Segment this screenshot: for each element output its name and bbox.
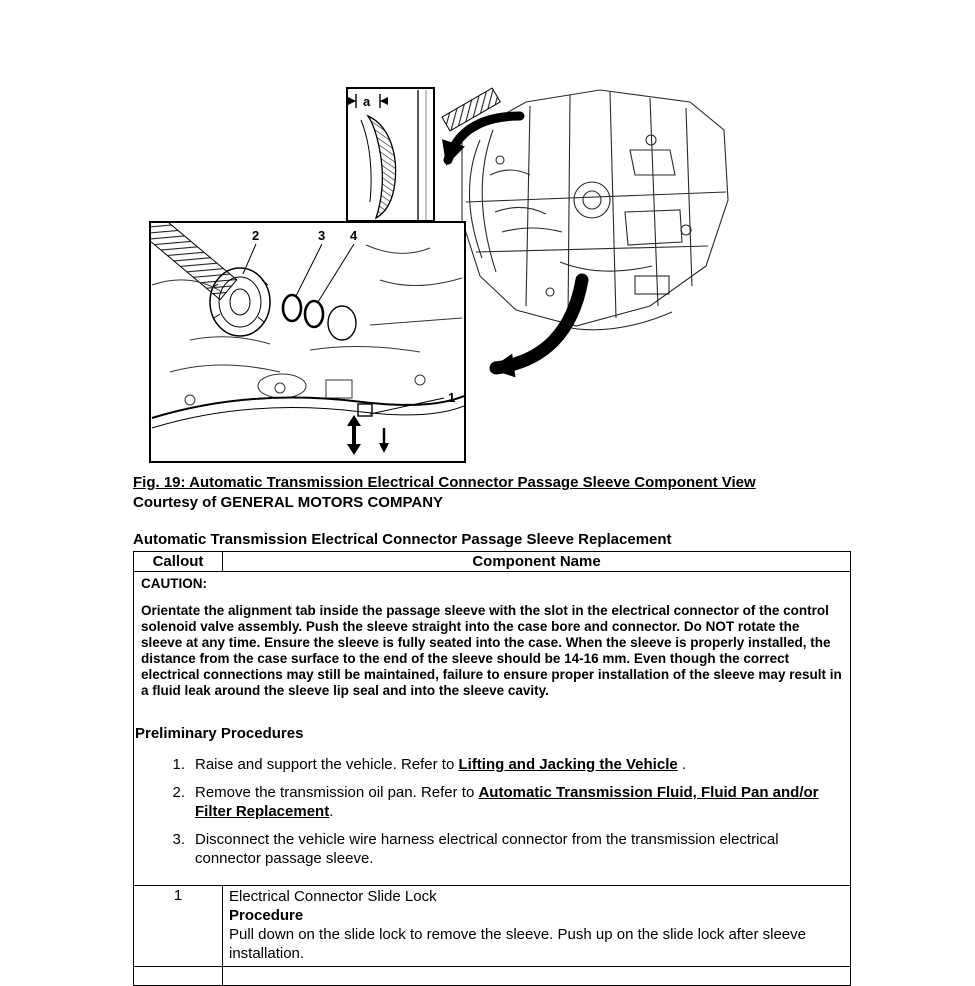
step-1-number: 1. — [172, 756, 185, 773]
component-row-2-name-empty — [223, 967, 851, 986]
component-row-1-procedure-label: Procedure — [229, 907, 304, 924]
component-row-1-callout: 1 — [134, 886, 223, 967]
component-row-1-name: Electrical Connector Slide Lock — [229, 888, 437, 905]
preliminary-procedures-heading: Preliminary Procedures — [135, 725, 304, 742]
table-title: Automatic Transmission Electrical Connector Passage Sleeve Replacement — [133, 531, 672, 548]
arrow-to-detail-view — [496, 280, 582, 368]
component-row-1-procedure-text: Pull down on the slide lock to remove the sleeve. Push up on the slide lock after sleeve installation. — [229, 926, 806, 962]
col-header-component-name: Component Name — [223, 552, 851, 572]
figure-caption-title[interactable]: Fig. 19: Automatic Transmission Electrical Connector Passage Sleeve Component View — [133, 474, 756, 491]
figure-19-diagram — [130, 80, 755, 472]
step-2-text-before: Remove the transmission oil pan. Refer to — [195, 784, 479, 801]
step-2-text — [195, 783, 842, 821]
step-1-text-after: . — [677, 756, 687, 773]
step-1-text-before: Raise and support the vehicle. Refer to — [195, 756, 459, 773]
step-2-number: 2. — [172, 784, 185, 801]
component-table — [133, 551, 851, 986]
component-row-2-callout-empty — [134, 967, 223, 986]
step-3-text — [195, 830, 842, 868]
transmission-overview-sketch — [462, 90, 728, 330]
step-2 — [165, 783, 842, 821]
callout-2-label: 2 — [252, 228, 260, 243]
figure-caption — [133, 473, 863, 513]
table-header-row — [134, 552, 851, 572]
transmission-figure-svg — [130, 80, 755, 472]
step-2-text-after: . — [329, 803, 334, 820]
callout-3-label: 3 — [318, 228, 326, 243]
callout-1-label: 1 — [448, 390, 456, 405]
dimension-a-label: a — [363, 94, 371, 109]
component-row-2-partial — [134, 967, 851, 986]
step-3-text-before: Disconnect the vehicle wire harness electrical connector from the transmission electrical connector passage sleeve. — [195, 831, 779, 867]
step-3 — [165, 830, 842, 868]
component-row-1 — [134, 886, 851, 967]
col-header-callout: Callout — [134, 552, 223, 572]
caution-and-preliminary-row — [134, 572, 851, 886]
link-fluid-pan-filter-replacement[interactable]: Automatic Transmission Fluid, Fluid Pan and/or Filter Replacement — [195, 784, 819, 820]
caution-label: CAUTION: — [141, 576, 207, 591]
link-lifting-and-jacking-the-vehicle[interactable]: Lifting and Jacking the Vehicle — [458, 756, 678, 773]
callout-4-label: 4 — [350, 228, 358, 243]
step-3-number: 3. — [172, 831, 185, 848]
preliminary-steps-list — [141, 755, 842, 868]
inset-sleeve-view — [347, 88, 434, 221]
step-1-text — [195, 755, 686, 774]
caution-text: Orientate the alignment tab inside the passage sleeve with the slot in the electrical connector of the control solenoid valve assembly. Push the sleeve straight into the case bore and connector. Do NOT rotate the sleeve at any time. Ensure the sleeve is fully seated into the case. When the sleeve is properly installed, the distance from the case surface to the end of the sleeve should be 14-16 mm. Even though the correct electrical connections may still be maintained, failure to ensure proper installation of the sleeve may result in a fluid leak around the sleeve lip seal and into the sleeve cavity. — [141, 603, 842, 698]
detail-component-view — [140, 213, 465, 462]
figure-caption-courtesy: Courtesy of GENERAL MOTORS COMPANY — [133, 494, 444, 511]
step-1 — [165, 755, 842, 774]
